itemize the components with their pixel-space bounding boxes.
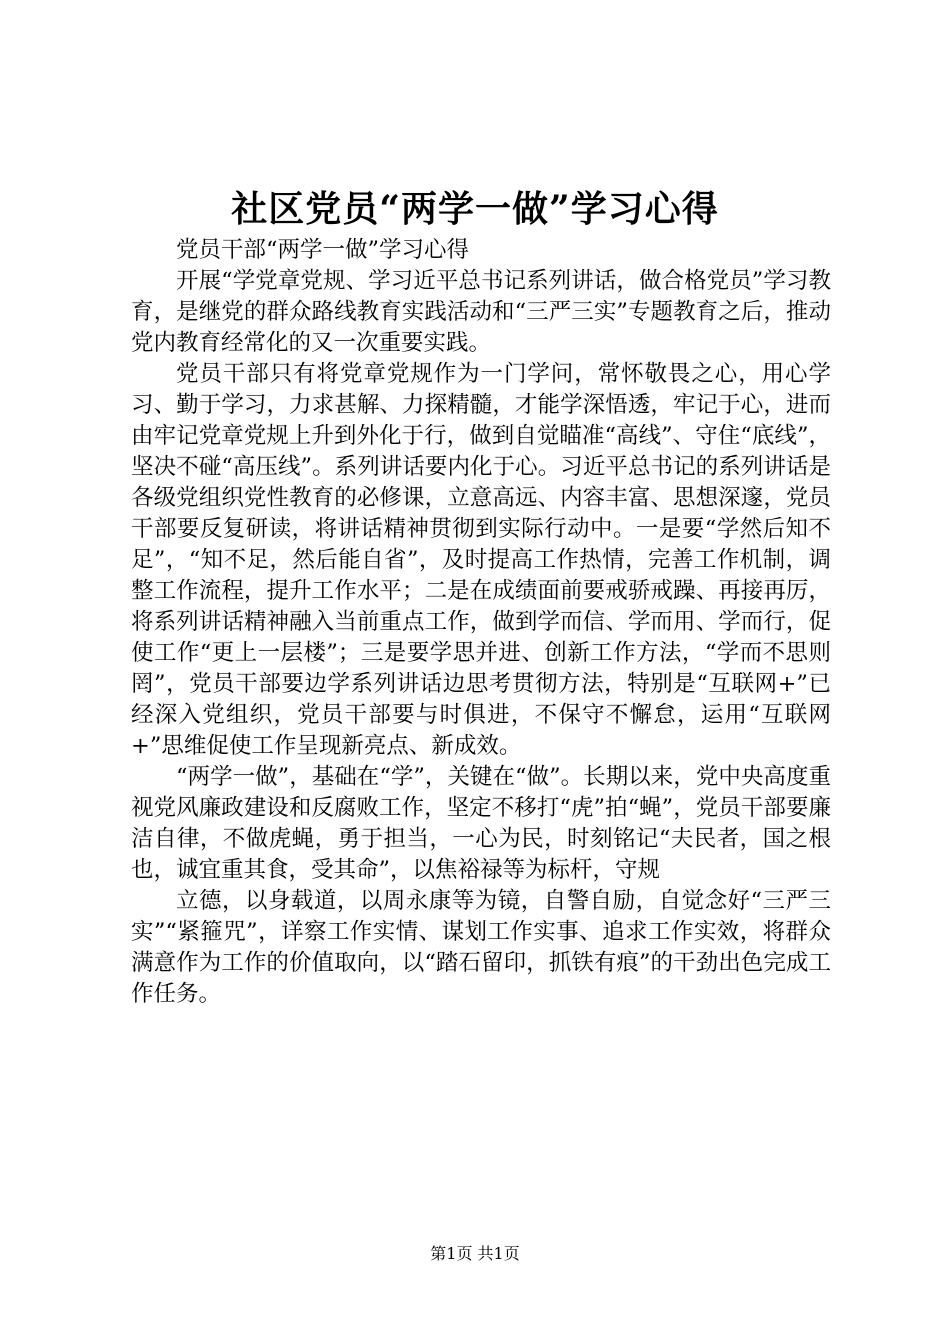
document-body [131, 235, 831, 1010]
paragraph-intro: 开展“学党章党规、学习近平总书记系列讲话，做合格党员”学习教育，是继党的群众路线教育实践活动和“三严三实”专题教育之后，推动党内教育经常化的又一次重要实践。 [131, 268, 831, 356]
document-title: 社区党员“两学一做”学习心得 [231, 188, 719, 230]
paragraph-conclusion: 立德，以身载道，以周永康等为镜，自警自励，自觉念好“三严三实”“紧箍咒”，详察工作实情、谋划工作实事、追求工作实效，将群众满意作为工作的价值取向，以“踏石留印，抓铁有痕”的干劲出色完成工作任务。 [131, 888, 831, 1007]
page-footer: 第1页 共1页 [430, 1244, 520, 1263]
paragraph-key-is-doing: “两学一做”，基础在“学”，关键在“做”。长期以来，党中央高度重视党风廉政建设和反腐败工作，坚定不移打“虎”拍“蝇”，党员干部要廉洁自律，不做虎蝇，勇于担当，一心为民，时刻铭记“夫民者，国之根也，诚宜重其食，受其命”，以焦裕禄等为标杆，守规 [131, 764, 831, 883]
paragraph-party-rules: 党员干部只有将党章党规作为一门学问，常怀敬畏之心，用心学习、勤于学习，力求甚解、力探精髓，才能学深悟透，牢记于心，进而由牢记党章党规上升到外化于行，做到自觉瞄准“高线”、守住“底线”，坚决不碰“高压线”。系列讲话要内化于心。习近平总书记的系列讲话是各级党组织党性教育的必修课，立意高远、内容丰富、思想深邃，党员干部要反复研读，将讲话精神贯彻到实际行动中。一是要“学然后知不足”，“知不足，然后能自省”，及时提高工作热情，完善工作机制，调整工作流程，提升工作水平；二是在成绩面前要戒骄戒躁、再接再厉，将系列讲话精神融入当前重点工作，做到学而信、学而用、学而行，促使工作“更上一层楼”；三是要学思并进、创新工作方法，“学而不思则罔”，党员干部要边学系列讲话边思考贯彻方法，特别是“互联网+”已经深入党组织，党员干部要与时俱进，不保守不懈怠，运用“互联网+”思维促使工作呈现新亮点、新成效。 [131, 361, 831, 759]
paragraph-subtitle: 党员干部“两学一做”学习心得 [176, 237, 470, 263]
